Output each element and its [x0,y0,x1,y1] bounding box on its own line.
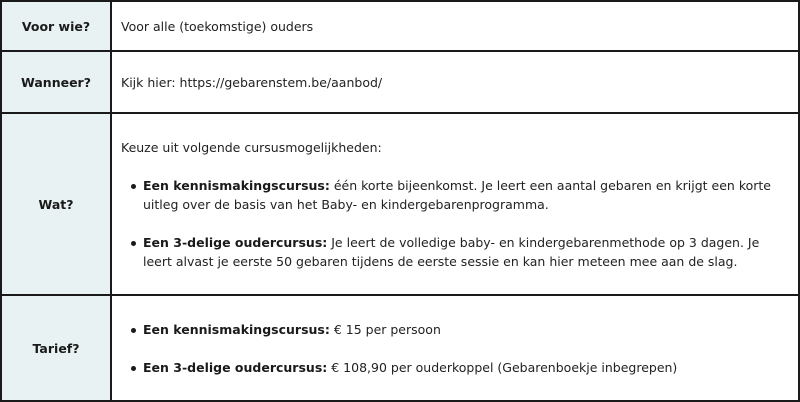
row-wat [1,113,799,295]
list-item [121,233,789,271]
label-wat: Wat? [1,113,111,295]
price-text: € 15 per persoon [333,321,441,337]
list-item [121,320,789,339]
price-text: € 108,90 per ouderkoppel (Gebarenboekje inbegrepen) [331,359,678,375]
row-voor-wie [1,1,799,51]
value-voor-wie: Voor alle (toekomstige) ouders [111,1,799,51]
label-tarief: Tarief? [1,295,111,401]
bullet-icon [131,328,136,333]
price-title: Een 3-delige oudercursus: [143,359,328,375]
bullet-icon [131,366,136,371]
option-title: Een 3-delige oudercursus: [143,234,328,250]
option-text: Je leert de volledige baby- en kindergebarenmethode op 3 dagen. Je leert alvast je eerste 50 gebaren tijdens de eerste sessie en kan hier meteen mee aan de slag. [143,234,760,269]
value-wat [111,113,799,295]
option-title: Een kennismakingscursus: [143,177,330,193]
row-tarief [1,295,799,401]
label-voor-wie: Voor wie? [1,1,111,51]
value-wanneer: Kijk hier: https://gebarenstem.be/aanbod/ [111,51,799,113]
wat-intro: Keuze uit volgende cursusmogelijkheden: [121,139,382,155]
tarief-list [121,320,789,377]
row-wanneer [1,51,799,113]
list-item [121,358,789,377]
value-tarief [111,295,799,401]
wat-options-list [121,176,789,271]
label-wanneer: Wanneer? [1,51,111,113]
list-item [121,176,789,214]
bullet-icon [131,241,136,246]
price-title: Een kennismakingscursus: [143,321,330,337]
option-text: één korte bijeenkomst. Je leert een aantal gebaren en krijgt een korte uitleg over de basis van het Baby- en kindergebarenprogramma. [143,177,771,212]
bullet-icon [131,184,136,189]
